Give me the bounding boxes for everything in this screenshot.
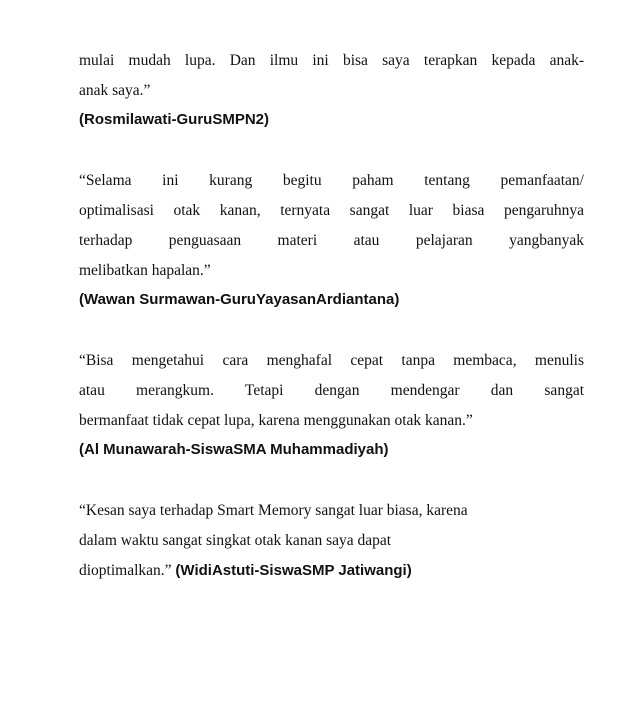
testimonial-author: (Al Munawarah-SiswaSMA Muhammadiyah) [79,441,389,458]
testimonial-line: atau merangkum. Tetapi dengan mendengar dan sangat [79,382,584,399]
testimonial-line: terhadap penguasaan materi atau pelajaran yangbanyak [79,232,584,249]
testimonial-line: bermanfaat tidak cepat lupa, karena menggunakan otak kanan.” [79,412,473,429]
testimonial-line: mulai mudah lupa. Dan ilmu ini bisa saya terapkan kepada anak- [79,52,584,69]
testimonial-line: melibatkan hapalan.” [79,262,211,279]
testimonial-line: “Kesan saya terhadap Smart Memory sangat luar biasa, karena [79,502,468,519]
paragraph-gap [79,134,584,166]
testimonial-3 [79,346,584,464]
testimonial-author: (Wawan Surmawan-GuruYayasanArdiantana) [79,291,400,308]
testimonial-1 [79,46,584,134]
testimonial-author: (WidiAstuti-SiswaSMP Jatiwangi) [175,562,412,579]
testimonial-line: anak saya.” [79,82,151,99]
document-page [79,46,584,586]
testimonial-author: (Rosmilawati-GuruSMPN2) [79,111,270,128]
testimonial-line: dalam waktu sangat singkat otak kanan saya dapat [79,532,392,549]
testimonial-line-with-author [79,556,584,586]
testimonial-4 [79,496,584,586]
testimonial-2 [79,166,584,314]
paragraph-gap [79,464,584,496]
testimonial-line: optimalisasi otak kanan, ternyata sangat luar biasa pengaruhnya [79,202,584,219]
testimonial-line: dioptimalkan.” [79,562,172,579]
paragraph-gap [79,314,584,346]
testimonial-line: “Bisa mengetahui cara menghafal cepat tanpa membaca, menulis [79,352,584,369]
testimonial-line: “Selama ini kurang begitu paham tentang pemanfaatan/ [79,172,584,189]
